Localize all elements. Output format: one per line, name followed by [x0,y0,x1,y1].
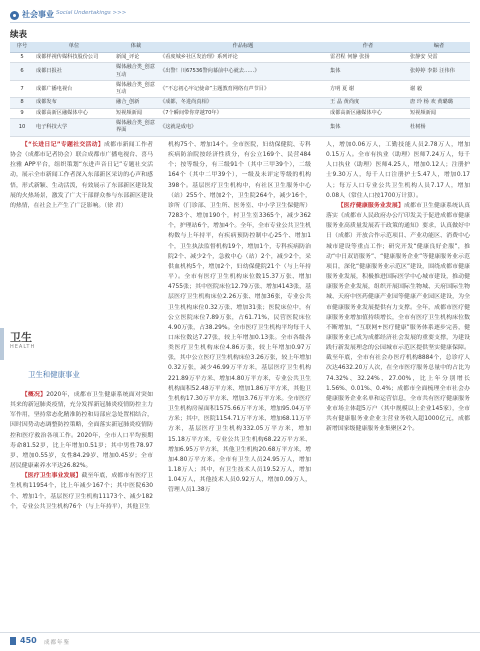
paragraph-tag: 【“长进日记”专题社交活动】 [21,142,104,148]
paragraph-text: 成都市新闻工作者协会（成都市记者协会）联合成都市广播电视台、喜马拉雅 APP平台，组织策划“东进声音日记”专题社交活动，展示全市新闻工作者深入东部新区采访的心声和感悟，形式新颖、生动活泼，有效展示了东部新区建设发展的火热场景，激发了广大干部群众参与东部新区建设的热情，在社会上产生了广泛影响。 [10,142,153,209]
table-cell: 新闻_评论 [114,53,158,63]
table-cell: 电子科技大学 [34,119,114,137]
paragraph-text: 成都市卫生健康系统认真落实《成都市人民政府办公厅印发关于促进成都市健康服务业高质量发展若干政策的通知》要求，认真做好中日（成都）开放合作示范项目、产业功能区、消费中心城市建设等重点工作；研究开发“健康良好企服”，推动“中日双语服务”、“健康服务企业”等健康服务业示范项目，深化“健康服务业示范区”建设，围绕成都市健康服务业发展，积极推进国际医学中心城市建设，推动健康服务企业发展，组织开展国际生物城、天府国际生物城、天府中医药健康产业园等健康产业园区建设，为全市健康服务业发展提供有力支撑。全年，成都市医疗健康服务业增加值持续增长，全市有医疗卫生机构床位数不断增加，“互联网+医疗健康”服务体系逐步完善，健康服务业已成为成都经济社会发展的重要支撑，为建设践行新发展理念的公园城市示范区提供坚实健康保障。截至年底，全市有社会办医疗机构8884个，总诊疗人次达4632.20万人次，在全市医疗服务总量中的占比为74.32%、32.24%、27.00%，比上年分别增长1.56%、0.01%、0.4%；成都市全面梳理全市社会办健康服务企业名单和运营信息，全市共有医疗健康服务业市场主体超5万户（其中规模以上企业145家），全市共有健康服务业企业主营业务收入超1000亿元，成都新增国家级健康服务业集聚区2个。 [326,202,470,433]
footer-marker-icon [10,637,16,645]
table-cell: 唐 玲 杨 欢 黄璐璐 [408,98,470,108]
yearbook-name: 成都年鉴 [44,640,71,646]
table-header-row [10,42,470,53]
table-header-cell: 体裁 [114,42,158,53]
feature-accent-bar [0,328,4,360]
table-cell: 成都高新区融媒体中心 [328,108,408,118]
feature-title: 卫生 [10,331,32,344]
table-cell: 《看度城乡社区发治理》系列评论 [158,53,328,63]
table-header-cell: 单位 [34,42,114,53]
table-cell: 媒体融合类_创意互动 [114,80,158,98]
page-number: 450 [20,636,37,645]
footer-divider [0,632,480,633]
table-cell: 《出警！川67536警向幕前中心就去……》 [158,63,328,81]
section-title: 社会事业 [22,10,54,19]
table-header-cell: 作者 [328,42,408,53]
table-cell: 《7个瞬间带你穿越70年》 [158,108,328,118]
column-1-top [10,140,153,320]
feature-title-en: HEALTH [10,344,36,350]
table-cell: 成都日报社 [34,63,114,81]
table-cell: 《这就是成电》 [158,119,328,137]
table-cell: 7 [10,80,34,98]
table-cell: 谢 毅 [408,80,470,98]
table-header-cell: 编者 [408,42,470,53]
column-1-bottom [10,390,153,628]
section-subtitle: Social Undertakings >>> [56,10,127,16]
table-row [10,80,470,98]
table-cell: 9 [10,108,34,118]
awards-table [10,42,470,137]
paragraph-text: 2020年，成都市卫生健康系统面对突如其来的新冠肺炎疫情，充分发挥新冠肺炎疫情防控主力军作用，坚持常态化精准防控和局部应急处置相结合，因时因势动态调整防控策略，全面落实新冠肺炎疫情防控和医疗救治各项工作。2020年，全市人口平均预期寿命81.52岁，比上年增加0.51岁；其中男性78.97岁、增加0.55岁，女性84.29岁、增加0.45岁；全市居民健康素养水平达26.82%。 [10,392,153,470]
paragraph-author: （徐 君） [104,202,127,209]
table-cell: 集体 [328,119,408,137]
table-cell: 集体 [328,63,408,81]
header-divider [10,22,470,23]
table-cell: 成都广播电视台 [34,80,114,98]
paragraph-text: 截至年底，成都市有医疗卫生机构11954个，比上年减少167个；其中医院630个、增加1个，基层医疗卫生机构11173个、减少182个，专业公共卫生机构76个（与上年持平），其他卫生 [10,473,153,510]
table-cell: 张婷婷 李影 汪伟伟 [408,63,470,81]
paragraph-text: 人，增加0.06万人，工勤技能人员2.78万人，增加0.15万人。全市有执业（助理）医师7.24万人，每千人口执业（助理）医师4.25人，增加0.12人；注册护士9.30万人，每千人口注册护士5.47人，增加0.17人；每万人口专业公共卫生机构人员7.17人，增加0.08人（常住人口按1700万计算）。 [326,142,470,199]
table-cell: 5 [10,53,34,63]
table-row [10,119,470,137]
table-cell: 成都样视传媒科技股份公司 [34,53,114,63]
table-cell: 融合_创新 [114,98,158,108]
table-cell: 张静安 吴雷 [408,53,470,63]
table-cell: 6 [10,63,34,81]
table-continued-label: 续表 [10,30,28,40]
paragraph [326,201,470,435]
table-row [10,108,470,118]
paragraph-text: 机构75个、增加14个。全市医院，妇幼保健院、专科疾病防治院按经济性质分，有公立169个、民营484个；按等级分，有三级91个（其中三甲39个），二级164个（其中二甲39个），一级及未评定等级的机构398个。基层医疗卫生机构中，有社区卫生服务中心（站）255个、增加2个，卫生院264个，减少16个，诊所（门诊部、卫生所、医务室、中小学卫生保健所）7283个、增加190个，村卫生室3365个，减少362个，护理站6个，增加4个。全年，全市专业公共卫生机构数与上年持平，有疾病预防控制中心25个、增加1个，卫生执法监督机构19个，增加1个，专科疾病防治院2个、减少2个，急救中心（站）2个，减少2个，采供血机构5个，增加2个，妇幼保健院21个（与上年持平）。全市有医疗卫生机构床位数15.37万张、增加4755张；其中医院床位12.79万张、增加4143张，基层医疗卫生机构床位2.26万张、增加36张，专业公共卫生机构床位0.32万张、增加31张；医院床位中，有公立医院床位7.89万张，占61.71%，民营医院床位4.90万张，占38.29%。全市医疗卫生机构平均每千人口床位数达7.27张，较上年增加0.13张。全市各级各类医疗卫生机构床位4.86万张，较上年增加0.97万张，其中公立医疗卫生机构床位3.26万张，较上年增加0.32万张，减少46.99万平方米，基层医疗卫生机构221.89万平方米、增加4.80万平方米，专业公共卫生机构面积52.48万平方米、增加1.86万平方米，其他卫生机构17.30万平方米、增加3.76万平方米。全市医疗卫生机构房屋面积1575.66万平方米，增加95.04万平方米；其中，医院1154.71万平方米、增加68.11万平方米，基层医疗卫生机构332.05万平方米，增加15.18万平方米，专业公共卫生机构68.22万平方米、增加6.95万平方米，其他卫生机构20.68万平方米，增加4.80万平方米。全市有卫生人员24.95万人，增加1.18万人；其中，有卫生技术人员19.52万人，增加1.04万人，其他技术人员0.92万人，增加0.09万人，管理人员1.38万 [168,142,311,494]
table-row [10,53,470,63]
table-header-cell: 作品标题 [158,42,328,53]
table-cell: 短视频新闻 [408,108,470,118]
table-cell: 杜树杨 [408,119,470,137]
table-row [10,98,470,108]
feature-subtitle: 卫生和健康事业 [28,370,80,379]
paragraph-tag: 【概况】 [21,392,47,398]
table-cell: 媒体融合类_创意界面 [114,119,158,137]
table-cell: 《成都，冬进尚真相》 [158,98,328,108]
table-cell: 媒体融合类_创意互动 [114,63,158,81]
paragraph [10,471,153,512]
paragraph-tag: 【医疗卫生事业发展】 [21,473,82,480]
paragraph [10,140,153,211]
paragraph-tag: 【医疗健康服务业发展】 [337,202,404,209]
table-cell: 成都高新区融媒体中心 [34,108,114,118]
table-cell: 王 晶 黄尚度 [328,98,408,108]
table-cell: 《“不忘初心牢记使命”主题教育网络有声节目》 [158,80,328,98]
table-cell: 10 [10,119,34,137]
column-2 [168,140,311,628]
column-3 [326,140,470,628]
paragraph [10,390,153,471]
table-header-cell: 序号 [10,42,34,53]
table-cell: 8 [10,98,34,108]
table-cell: 短视频新闻 [114,108,158,118]
table-row [10,63,470,81]
table-cell: 成都发布 [34,98,114,108]
table-cell: 方明 夏 谢 [328,80,408,98]
table-cell: 雷君程 何静 张扬 [328,53,408,63]
section-logo-icon [10,11,19,20]
